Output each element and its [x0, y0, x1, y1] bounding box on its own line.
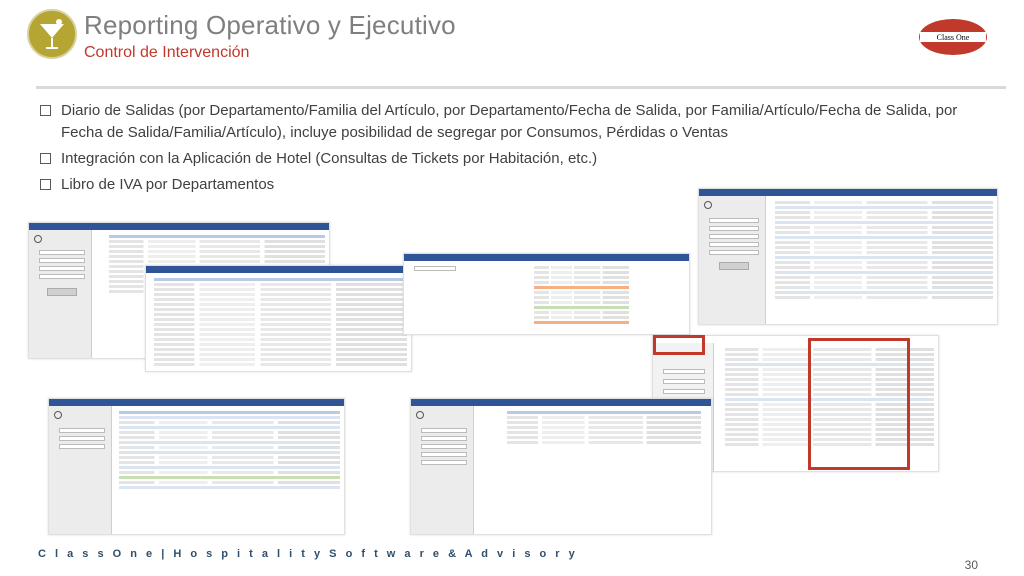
screenshot-thumbnail	[145, 265, 412, 372]
data-table	[507, 411, 701, 530]
data-table	[154, 278, 407, 367]
page-title: Reporting Operativo y Ejecutivo	[84, 10, 456, 40]
checkbox-icon	[40, 153, 51, 164]
highlight-box-filter	[653, 335, 705, 355]
page-subtitle: Control de Intervención	[84, 44, 250, 61]
bullet-text: Integración con la Aplicación de Hotel (Consultas de Tickets por Habitación, etc.)	[61, 150, 598, 167]
screenshot-thumbnail	[410, 398, 712, 535]
bullet-item	[38, 148, 998, 170]
cocktail-logo-icon	[26, 8, 78, 60]
search-icon	[34, 235, 42, 243]
brand-logo-text: Class One	[936, 33, 970, 42]
checkbox-icon	[40, 105, 51, 116]
bullet-item	[38, 100, 998, 144]
page-number: 30	[964, 558, 978, 572]
search-icon	[416, 411, 424, 419]
checkbox-icon	[40, 179, 51, 190]
bullet-text: Diario de Salidas (por Departamento/Familia del Artículo, por Departamento/Fecha de Salida, por Familia/Artículo/Fecha de Salida, por Fecha de Salida/Familia/Artículo), incluye posibilidad de segregar por Consumos, Pérdidas o Ventas	[61, 102, 958, 141]
screenshot-thumbnail	[403, 253, 690, 335]
class-one-logo-icon	[918, 18, 988, 56]
bullet-list	[38, 100, 998, 200]
screenshot-thumbnail	[48, 398, 345, 535]
footer-tagline: C l a s s O n e | H o s p i t a l i t y S o f t w a r e & A d v i s o r y	[38, 548, 578, 560]
search-icon	[54, 411, 62, 419]
highlight-box-column	[808, 338, 910, 470]
data-table	[119, 411, 340, 530]
data-table	[534, 266, 629, 330]
data-table	[775, 201, 993, 320]
bullet-text: Libro de IVA por Departamentos	[61, 176, 275, 193]
header-divider	[36, 86, 1006, 89]
search-icon	[704, 201, 712, 209]
screenshot-thumbnail	[698, 188, 998, 325]
